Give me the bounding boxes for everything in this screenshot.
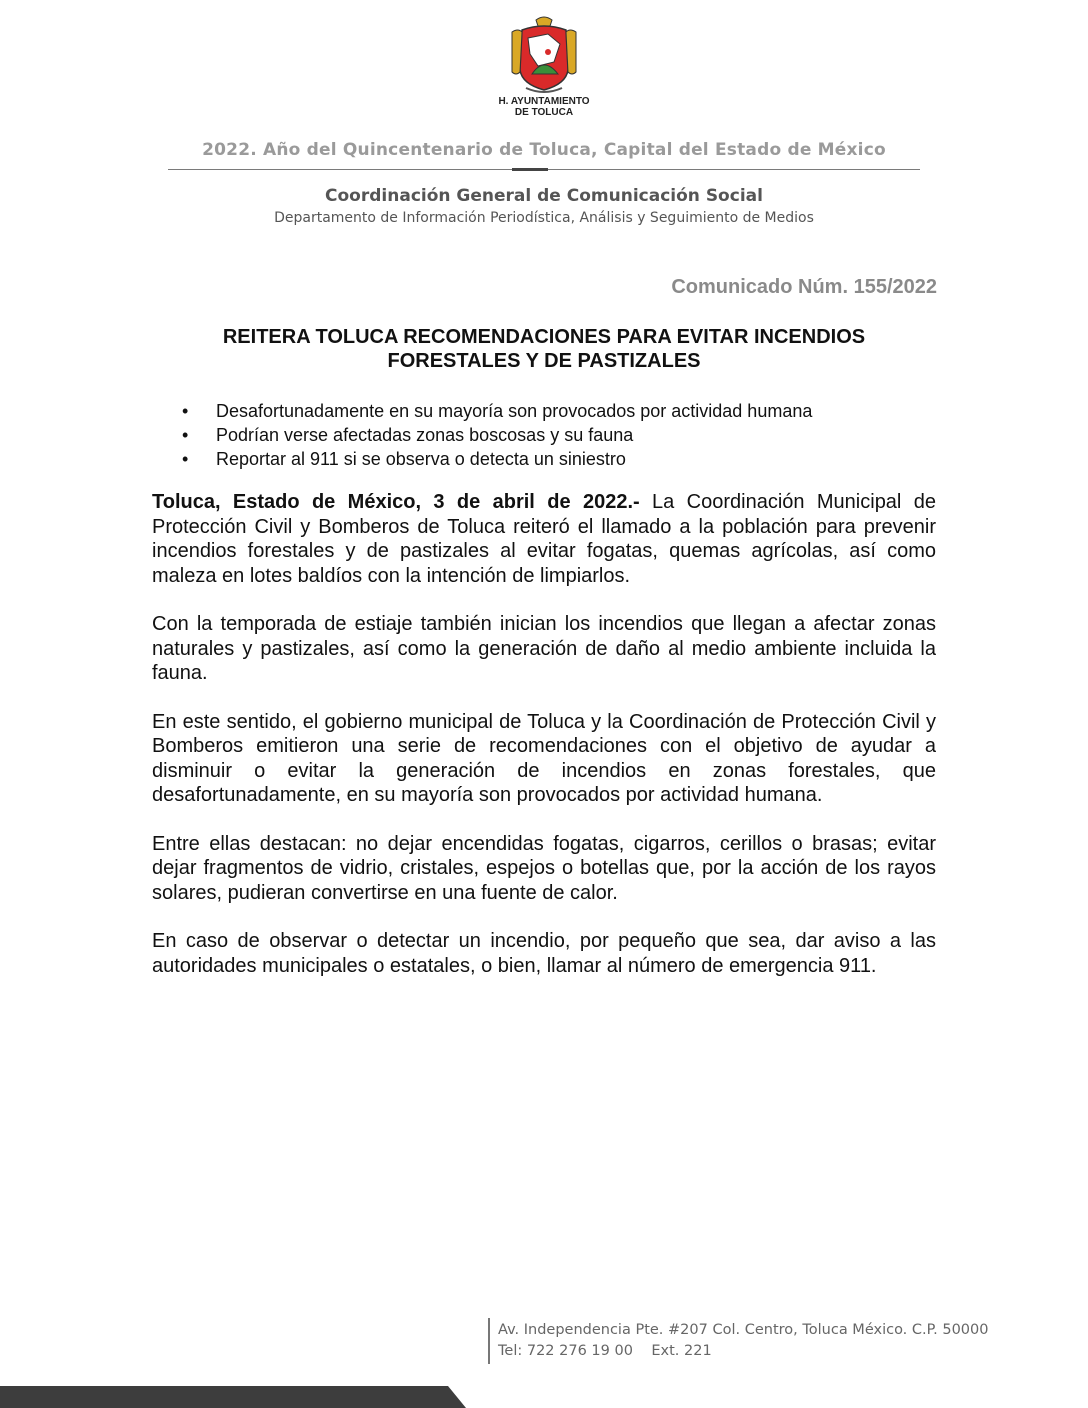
year-motto: 2022. Año del Quincentenario de Toluca, Capital del Estado de México bbox=[202, 140, 886, 160]
footer-address: Av. Independencia Pte. #207 Col. Centro, Toluca México. C.P. 50000 bbox=[498, 1322, 989, 1338]
headline-line-2: FORESTALES Y DE PASTIZALES bbox=[387, 350, 701, 372]
crest-caption bbox=[470, 96, 618, 118]
bullet-item bbox=[182, 423, 902, 447]
headline-line-1: REITERA TOLUCA RECOMENDACIONES PARA EVITAR INCENDIOS bbox=[222, 326, 866, 348]
bullet-text: Desafortunadamente en su mayoría son provocados por actividad humana bbox=[216, 401, 813, 421]
department-subtitle: Departamento de Información Periodística, Análisis y Seguimiento de Medios bbox=[274, 210, 814, 226]
paragraph-3: En este sentido, el gobierno municipal de Toluca y la Coordinación de Protección Civil y Bomberos emitieron una serie de recomendaciones con el objetivo de ayudar a disminuir o evitar la generación de incendios en zonas forestales, que desafortunadamente, en su mayoría son provocados por actividad humana. bbox=[152, 710, 936, 806]
department-title: Coordinación General de Comunicación Social bbox=[325, 186, 763, 206]
footer-stripe bbox=[0, 1386, 466, 1408]
crest-caption-line-1: H. AYUNTAMIENTO bbox=[498, 96, 590, 107]
bullet-text: Podrían verse afectadas zonas boscosas y su fauna bbox=[216, 425, 634, 445]
paragraph-5: En caso de observar o detectar un incendio, por pequeño que sea, dar aviso a las autoridades municipales o estatales, o bien, llamar al número de emergencia 911. bbox=[152, 930, 936, 977]
bullet-dot: • bbox=[182, 449, 189, 469]
paragraph-1-text: La Coordinación Municipal de Protección Civil y Bomberos de Toluca reiteró el llamado a la población para prevenir incendios forestales y de pastizales al evitar fogatas, quemas agrícolas, así como maleza en lotes baldíos con la intención de limpiarlos. bbox=[152, 491, 937, 587]
footer-phone: Tel: 722 276 19 00 Ext. 221 bbox=[498, 1343, 712, 1359]
dateline: Toluca, Estado de México, 3 de abril de 2022.- bbox=[152, 491, 640, 513]
bullet-text: Reportar al 911 si se observa o detecta un siniestro bbox=[216, 449, 626, 469]
bullet-item bbox=[182, 399, 902, 423]
headline bbox=[152, 325, 936, 373]
summary-bullets bbox=[182, 399, 902, 471]
toluca-crest-logo bbox=[508, 14, 580, 98]
footer-contact bbox=[498, 1320, 988, 1362]
crest-caption-line-2: DE TOLUCA bbox=[514, 107, 574, 118]
article-body bbox=[152, 490, 936, 1002]
release-number: Comunicado Núm. 155/2022 bbox=[671, 276, 937, 298]
paragraph-1 bbox=[152, 490, 936, 588]
footer-divider bbox=[488, 1318, 490, 1364]
paragraph-4: Entre ellas destacan: no dejar encendidas fogatas, cigarros, cerillos o brasas; evitar dejar fragmentos de vidrio, cristales, espejos o botellas que, por la acción de los rayos solares, pudieran convertirse en una fuente de calor. bbox=[152, 832, 936, 904]
paragraph-2: Con la temporada de estiaje también inician los incendios que llegan a afectar zonas naturales y pastizales, así como la generación de daño al medio ambiente incluida la fauna. bbox=[152, 613, 936, 684]
bullet-dot: • bbox=[182, 425, 189, 445]
header-divider-accent bbox=[512, 168, 548, 171]
bullet-item bbox=[182, 447, 902, 471]
bullet-dot: • bbox=[182, 401, 189, 421]
